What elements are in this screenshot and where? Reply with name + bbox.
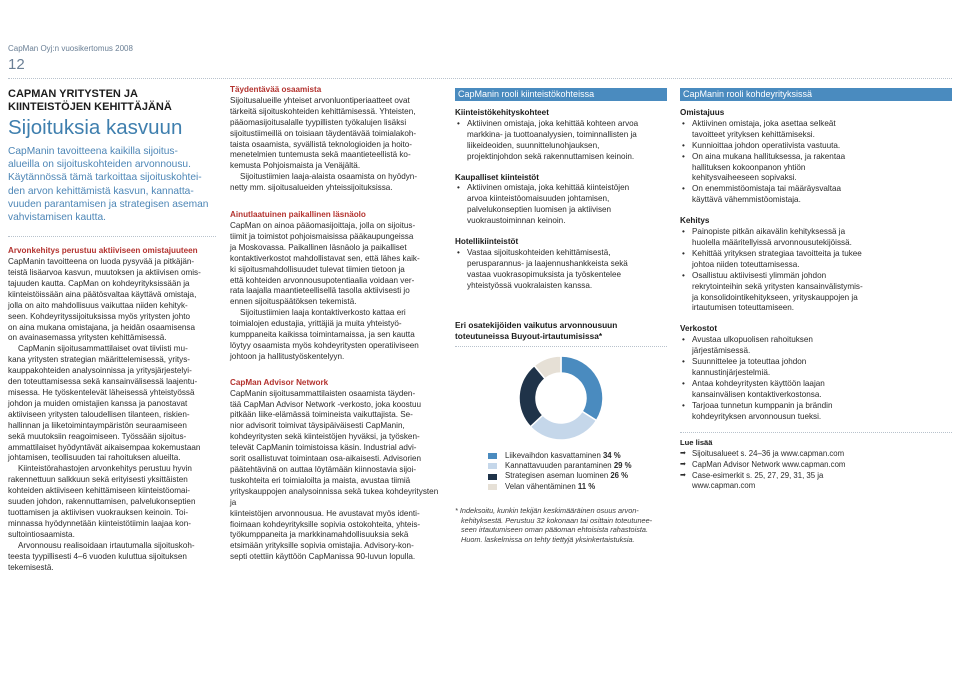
- portfolio-group-heading: Verkostot: [680, 324, 718, 334]
- portfolio-role-list: [680, 108, 952, 422]
- real-estate-group-heading: Kiinteistökehityskohteet: [455, 108, 549, 117]
- read-more-link[interactable]: [680, 471, 952, 492]
- legend-value: 29 %: [613, 461, 632, 470]
- legend-label: Liikevaihdon kasvattaminen 34 %: [505, 450, 621, 460]
- list-item: • Suunnittelee ja toteuttaa johdon kannustinjärjestelmiä.: [692, 357, 952, 379]
- real-estate-bullet-list: [455, 248, 667, 292]
- section-heading-advisor-network: CapMan Advisor Network: [230, 377, 329, 387]
- portfolio-bullet-list: [680, 227, 952, 314]
- read-more-link[interactable]: [680, 449, 952, 460]
- legend-label: Strategisen aseman luominen 26 %: [505, 471, 629, 481]
- list-item: • Osallistuu aktiivisesti ylimmän johdon rekrytointeihin sekä yritysten kansainvälistymis- ja konsolidointikehitykseen, yrityskauppojen ja irtautumisen toteuttamiseen.: [692, 271, 952, 315]
- real-estate-role-list: [455, 108, 667, 292]
- body-paragraph: CapManin tavoitteena on luoda pysyvää ja pitkäjän- teistä lisäarvoa kasvun, muutoksen ja aktiivisen omis- tajuuden kautta. CapMan on kohdeyrityksissään ja kiinteistöissään aina päätösvaltaa käyttävä omistaja, jolla on aito mahdollisuus vaikuttaa niiden kehityk- seen. Kohdeyrityssijoituksissa myös yritysten johto on aina mukana omistajana, ja heidän osaamisensa on avainasemassa yritysten kehittämisessä.: [8, 257, 201, 343]
- body-paragraph: Sijoitusalueille yhteiset arvonluontiperiaatteet ovat tärkeitä sijoituskohteiden kehittämisessä. Yhteisten, pääomasijoitusalalle tyypillisten työkalujen lisäksi sijoitustiimeillä on toisiaan täydentävää toimialakoh- taista osaamista, syvällistä teknologioiden ja hoito- menetelmien tuntemusta sekä maantieteellistä ko- kemusta Pohjoismaista ja Venäjältä.: [230, 95, 417, 171]
- list-item: • On enemmistöomistaja tai määräysvaltaa käyttävä vähemmistöomistaja.: [692, 184, 952, 206]
- column-2: [230, 85, 442, 563]
- portfolio-bullet-list: [680, 335, 952, 422]
- value-drivers-donut-chart: [518, 355, 604, 441]
- portfolio-role-bar: CapManin rooli kohdeyrityksissä: [680, 88, 952, 101]
- list-item: • Aktiivinen omistaja, joka kehittää kiinteistöjen arvoa kiinteistöomaisuuden johtamisen, palvelukonseptien luomisen ja aktiivisen vuokraustoiminnan keinoin.: [467, 183, 667, 227]
- real-estate-bullet-list: [455, 183, 667, 227]
- chart-divider: [455, 346, 667, 347]
- legend-value: 11 %: [577, 481, 596, 491]
- body-paragraph: Sijoitustiimien laaja-alaista osaamista on hyödyn- netty mm. sijoitusalueiden yhteissijoituksissa.: [230, 172, 418, 193]
- body-paragraph: CapManin sijoitusammattilaiset ovat tiiviisti mu- kana yritysten strategian määrittelemisessä, yritys- kauppakohteiden analysoinnissa ja yritysjärjestelyi- den toteuttamisessa sekä kansainvälisessä laajentu- misessa. He työskentelevät läheisessä yhteistyössä johdon ja muiden omistajien kanssa ja panostavat aktiiviseen yritysten taloudellisen tilanteen, riskien- hallinnan ja liiketoimintaympäristön seuraamiseen sekä muutoksiin reagoimiseen. Työssään sijoitus- ammattilaiset hyödyntävät aikaisempaa kokemustaan johtamisen, teollisuuden tai rahoituksen alueilta.: [8, 344, 201, 463]
- chart-legend: [488, 451, 667, 493]
- chart-title: Eri osatekijöiden vaikutus arvonnousuun toteutuneissa Buyout-irtautumisissa*: [455, 319, 618, 341]
- list-item: • Aktiivinen omistaja, joka kehittää kohteen arvoa markkina- ja tuottoanalyysien, toiminnallisten ja liikeideoiden, suunnittelunohjauksen, projektinjohdon sekä rakennuttamisen keinoin.: [467, 119, 667, 163]
- body-paragraph: CapMan on ainoa pääomasijoittaja, jolla on sijoitus- tiimit ja toimistot pohjoismaisissa pääkaupungeissa ja Moskovassa. Paikallinen läsnäolo ja paikalliset kontaktiverkostot mahdollistavat sen, että lähes kaik- ki sijoitusmahdollisuudet tulevat tiimien tietoon ja että kohteiden arvonnousupotentiaalia voidaan ver- rata laajalla maantieteellisellä tasolla aktiivisesti jo ennen sijoituspäätöksen tekemistä.: [230, 220, 420, 307]
- lue-divider: [680, 432, 952, 433]
- arrow-right-icon: ➡: [680, 471, 686, 479]
- body-paragraph: Kiinteistörahastojen arvonkehitys perustuu hyvin rakennettuun salkkuun sekä erityisesti yksittäisten kohteiden aktiiviseen kehittämiseen kiinteistöomai- suuden johdon, rakennuttamisen, palvelukonseptien tuottamisen ja aktiivisen vuokrauksen keinoin. Toi- minnassa hyödynnetään kiinteistötiimin laajaa kon- sultointiosaamista.: [8, 464, 196, 539]
- body-paragraph: Sijoitustiimien laaja kontaktiverkosto kattaa eri toimialojen edustajia, yrittäjiä ja muita yhteistyö- kumppaneita kaikissa toimintamaissa, ja sen kautta löytyy osaamista myös kohdeyritysten operatiiviseen johtoon ja hallitustyöskentelyyn.: [230, 308, 419, 361]
- column-1: [8, 85, 216, 573]
- legend-item: [488, 482, 667, 492]
- read-more-list: [680, 449, 952, 491]
- arrow-right-icon: ➡: [680, 460, 686, 468]
- legend-item: [488, 461, 667, 471]
- page-title: Sijoituksia kasvuun: [8, 116, 183, 139]
- real-estate-role-bar: CapManin rooli kiinteistökohteissa: [455, 88, 667, 101]
- legend-label: Velan vähentäminen 11 %: [505, 481, 596, 491]
- section-heading-arvonkehitys: Arvonkehitys perustuu aktiiviseen omistajuuteen: [8, 246, 198, 256]
- legend-value: 26 %: [610, 471, 629, 481]
- read-more-link[interactable]: [680, 460, 952, 471]
- list-item: • Kehittää yrityksen strategiaa tavoitteita ja tukee johtoa niiden toteuttamisessa.: [692, 249, 952, 271]
- legend-label: Kannattavuuden parantaminen 29 %: [505, 461, 632, 470]
- legend-value: 34 %: [602, 450, 621, 460]
- portfolio-bullet-list: [680, 119, 952, 206]
- lead-paragraph: CapManin tavoitteena kaikilla sijoitus- alueilla on sijoituskohteiden arvonnousu. Käytännössä tämä tarkoittaa sijoituskohtei- den arvon kehittämistä kasvun, kannatta- vuuden parantamisen ja strategisen aseman vahvistamisen kautta.: [8, 146, 209, 224]
- list-item: • Vastaa sijoituskohteiden kehittämisestä, perusparannus- ja laajennushankkeista sekä vastaa vuokrasopimuksista ja työskentelee yhteistyössä vuokralaisten kanssa.: [467, 248, 667, 292]
- read-more-heading: Lue lisää: [680, 438, 713, 448]
- column-3: [455, 85, 667, 545]
- list-item: • Aktiivinen omistaja, joka asettaa selkeät tavoitteet yrityksen kehittämiseksi.: [692, 119, 952, 141]
- legend-swatch: [488, 453, 497, 459]
- list-item: • Antaa kohdeyritysten käyttöön laajan kansainvälisen kontaktiverkostonsa.: [692, 379, 952, 401]
- legend-swatch: [488, 463, 497, 469]
- lead-divider: [8, 236, 216, 237]
- list-item: • Kunnioittaa johdon operatiivista vastuuta.: [692, 141, 952, 152]
- list-item: • Avustaa ulkopuolisen rahoituksen järjestämisessä.: [692, 335, 952, 357]
- read-more-text: Case-esimerkit s. 25, 27, 29, 31, 35 ja www.capman.com: [692, 470, 824, 491]
- real-estate-bullet-list: [455, 119, 667, 163]
- read-more-text: Sijoitusalueet s. 24–36 ja www.capman.com: [692, 449, 845, 459]
- real-estate-group-heading: Kaupalliset kiinteistöt: [455, 172, 539, 182]
- list-item: • Painopiste pitkän aikavälin kehityksessä ja huolella määritellyissä arvonnousutekijöissä.: [692, 227, 952, 249]
- list-item: • Tarjoaa tunnetun kumppanin ja brändin kohdeyrityksen arvonnousun tueksi.: [692, 401, 952, 423]
- real-estate-group-heading: Hotellikiinteistöt: [455, 237, 519, 247]
- read-more-section: [680, 438, 952, 491]
- legend-swatch: [488, 484, 497, 490]
- arrow-right-icon: ➡: [680, 450, 686, 458]
- body-paragraph: Arvonnousu realisoidaan irtautumalla sijoituskoh- teesta tyypillisesti 4–6 vuoden kuluttua sijoituksen tekemisestä.: [8, 540, 195, 572]
- read-more-text: CapMan Advisor Network www.capman.com: [692, 459, 846, 469]
- body-paragraph: CapManin sijoitusammattilaisten osaamista täyden- tää CapMan Advisor Network -verkosto, joka koostuu pitkään liike-elämässä toimineista vaikuttajista. Se- nior advisorit toimivat täysipäiväisesti CapManin, kohdeyritysten sekä kiinteistöjen hyväksi, ja työsken- televät CapManin toimistoissa käsin. Industrial advi- sorit osallistuvat toimintaan osa-aikaisesti. Advisorien päätehtävinä on auttaa löytämään kiinnostavia sijoi- tuskohteita eri toimialoilta ja maista, avustaa tiimiä yrityskauppojen analysoinnissa sekä tukea kohdeyritysten ja kiinteistöjen arvonnousua. He avustavat myös identi- fioimaan kohdeyrityksille sopivia ostokohteita, yhteis- työkumppaneita ja markkinamahdollisuuksia sekä etsimään yrityksille sopivia omistajia. Advisory-kon- septi otettiin käyttöön CapManissa 90-luvun lopulla.: [230, 388, 439, 562]
- portfolio-group-heading: Kehitys: [680, 216, 710, 226]
- legend-swatch: [488, 474, 497, 480]
- section-heading-lasnaolo: Ainutlaatuinen paikallinen läsnäolo: [230, 210, 366, 220]
- portfolio-group-heading: Omistajuus: [680, 108, 725, 117]
- legend-item: [488, 451, 667, 461]
- list-item: • On aina mukana hallituksessa, ja rakentaa hallituksen kokoonpanon yhtiön kehitysvaiheeseen sopivaksi.: [692, 152, 952, 185]
- report-title: CapMan Oyj:n vuosikertomus 2008: [8, 44, 133, 53]
- legend-item: [488, 471, 667, 481]
- column-4: [680, 85, 952, 492]
- chart-footnote: * Indeksoitu, kunkin tekijän keskimääräinen osuus arvon- kehityksestä. Perustuu 32 kokonaan tai osittain toteutunee- seen irtautumiseen oman pääoman ehtoisista rahastoista. Huom. laskelmissa on tehty tiettyjä yksinkertaistuksia.: [455, 506, 653, 544]
- top-divider: [8, 78, 952, 79]
- section-kicker: CAPMAN YRITYSTEN JA KIINTEISTÖJEN KEHITTÄJÄNÄ: [8, 88, 172, 113]
- section-heading-taydentavaa: Täydentävää osaamista: [230, 85, 322, 94]
- page-number: 12: [8, 56, 25, 73]
